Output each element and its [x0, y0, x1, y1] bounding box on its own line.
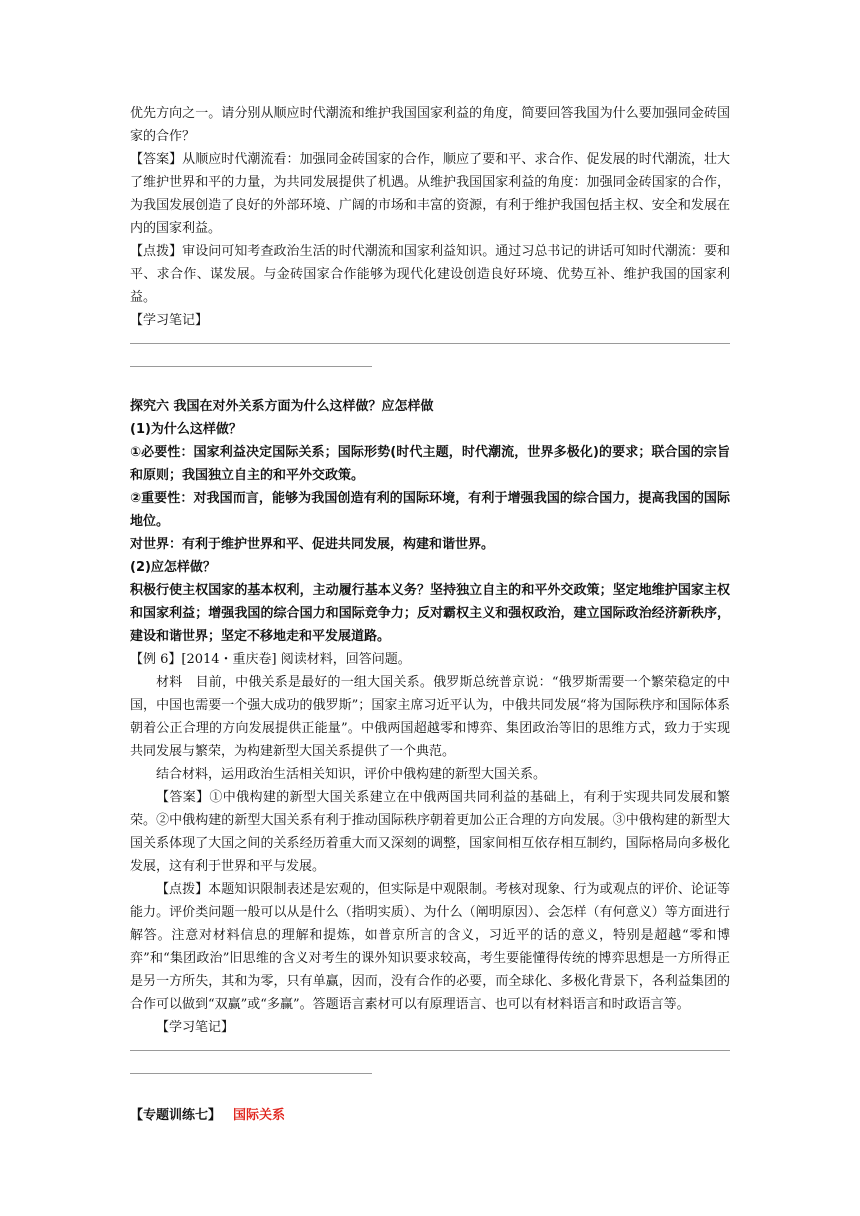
study-notes-label: 【学习笔记】 [130, 313, 209, 328]
example-title: 【例 6】[2014・重庆卷] 阅读材料，回答问题。 [130, 652, 411, 667]
example-material: 材料 目前，中俄关系是最好的一组大国关系。俄罗斯总统普京说：“俄罗斯需要一个繁荣稳定的中国，中国也需要一个强大成功的俄罗斯”；国家主席习近平认为，中俄共同发展“将为国际秩序和国际体系朝着公正合理的方向发展提供正能量”。中俄两国超越零和博弈、集团政治等旧的思维方式，致力于实现共同发展与繁荣，为构建新型大国关系提供了一个典范。 [130, 675, 730, 759]
example-question: 结合材料，运用政治生活相关知识，评价中俄构建的新型大国关系。 [156, 767, 547, 782]
tip-paragraph: 【点拨】审设问可知考查政治生活的时代潮流和国家利益知识。通过习总书记的讲话可知时代潮流：要和平、求合作、谋发展。与金砖国家合作能够为现代化建设创造良好环境、优势互补、维护我国的国家利益。 [130, 244, 730, 305]
answer-paragraph: 【答案】从顺应时代潮流看：加强同金砖国家的合作，顺应了要和平、求合作、促发展的时代潮流，壮大了维护世界和平的力量，为共同发展提供了机遇。从维护我国国家利益的角度：加强同金砖国家的合作，为我国发展创造了良好的外部环境、广阔的市场和丰富的资源，有利于维护我国包括主权、安全和发展在内的国家利益。 [130, 152, 730, 236]
importance-paragraph: ②重要性：对我国而言，能够为我国创造有利的国际环境，有利于增强我国的综合国力，提高我国的国际地位。 [130, 491, 730, 529]
training-topic: 国际关系 [233, 1108, 286, 1123]
world-paragraph: 对世界：有利于维护世界和平、促进共同发展，构建和谐世界。 [130, 537, 495, 552]
question-tail: 优先方向之一。请分别从顺应时代潮流和维护我国国家利益的角度，简要回答我国为什么要加强同金砖国家的合作？ [130, 106, 730, 144]
explore-heading: 探究六 我国在对外关系方面为什么这样做？应怎样做 [130, 399, 434, 414]
document-page [130, 102, 730, 1127]
how-label: (2)应怎样做？ [130, 560, 216, 575]
training-heading [130, 1104, 730, 1127]
example-tip: 【点拨】本题知识限制表述是宏观的，但实际是中观限制。考核对现象、行为或观点的评价、论证等能力。评价类问题一般可以从是什么（指明实质）、为什么（阐明原因）、会怎样（有何意义）等方面进行解答。注意对材料信息的理解和提炼，如普京所言的含义，习近平的话的意义，特别是超越“零和博弈”和“集团政治”旧思维的含义对考生的课外知识要求较高，考生要能懂得传统的博弈思想是一方所得正是另一方所失，其和为零，只有单赢，因而，没有合作的必要，而全球化、多极化背景下，各利益集团的合作可以做到“双赢”或“多赢”。答题语言素材可以有原理语言、也可以有材料语言和时政语言等。 [130, 882, 730, 1012]
how-paragraph: 积极行使主权国家的基本权利，主动履行基本义务？坚持独立自主的和平外交政策；坚定地维护国家主权和国家利益；增强我国的综合国力和国际竞争力；反对霸权主义和强权政治，建立国际政治经济新秩序，建设和谐世界；坚定不移地走和平发展道路。 [130, 583, 730, 644]
example-answer: 【答案】①中俄构建的新型大国关系建立在中俄两国共同利益的基础上，有利于实现共同发展和繁荣。②中俄构建的新型大国关系有利于推动国际秩序朝着更加公正合理的方向发展。③中俄构建的新型大国关系体现了大国之间的关系经历着重大而又深刻的调整，国家间相互依存相互制约，国际格局向多极化发展，这有利于世界和平与发展。 [130, 790, 730, 874]
study-notes-label: 【学习笔记】 [156, 1020, 235, 1035]
why-label: (1)为什么这样做？ [130, 422, 242, 437]
training-label: 【专题训练七】 [130, 1108, 222, 1123]
necessity-paragraph: ①必要性：国家利益决定国际关系；国际形势(时代主题，时代潮流，世界多极化)的要求；联合国的宗旨和原则；我国独立自主的和平外交政策。 [130, 445, 730, 483]
